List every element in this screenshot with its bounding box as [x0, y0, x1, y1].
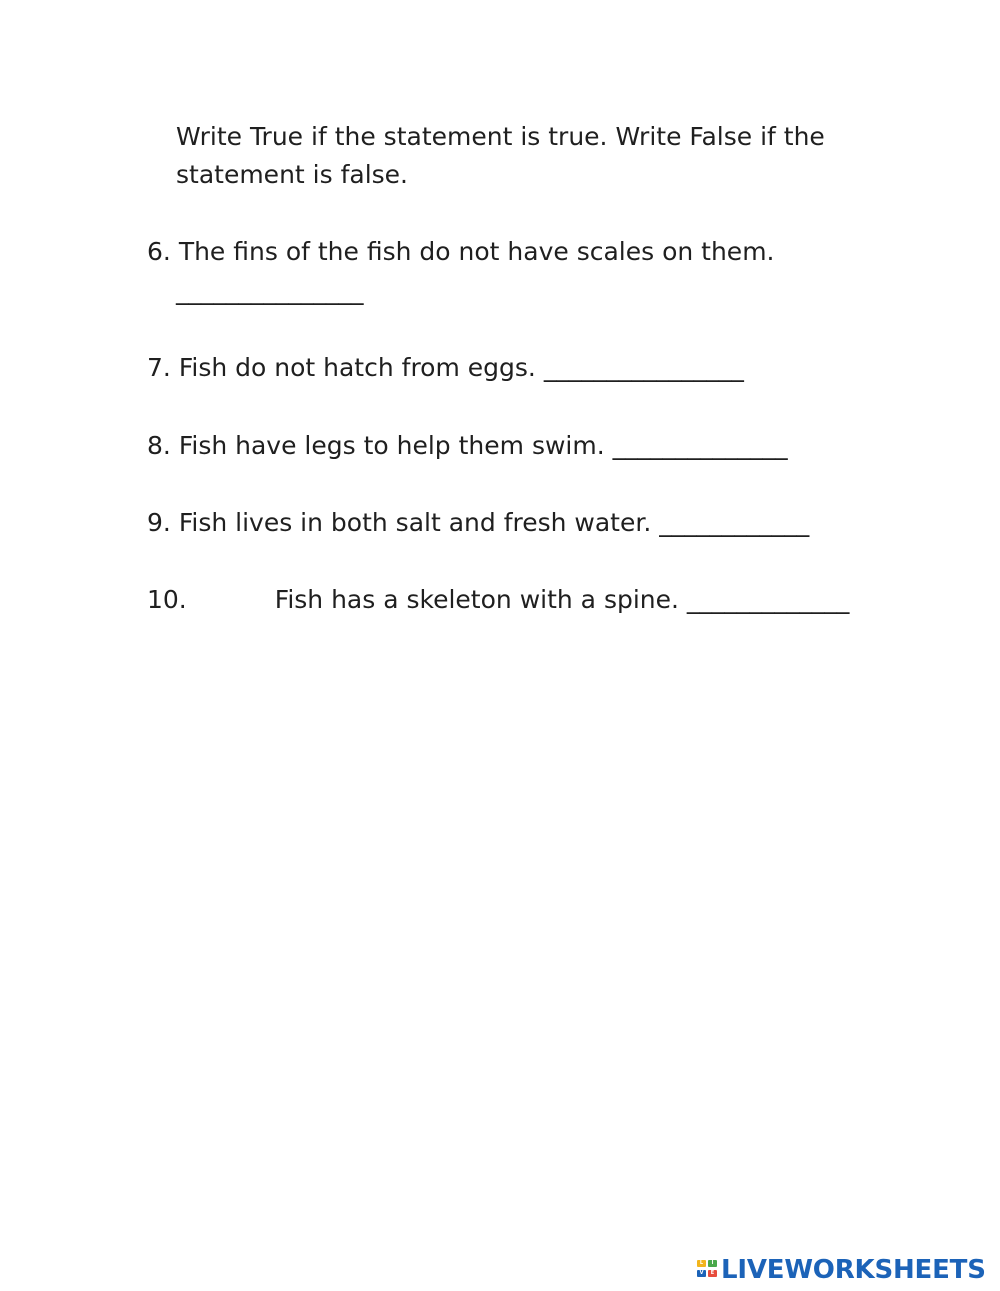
- answer-blank-7[interactable]: ________________: [543, 353, 744, 382]
- logo-text: LIVEWORKSHEETS: [721, 1255, 986, 1285]
- question-10: [147, 581, 849, 619]
- logo-mark-l: L: [697, 1260, 706, 1267]
- question-number: 7.: [147, 353, 171, 382]
- question-text: Fish have legs to help them swim.: [178, 431, 605, 460]
- question-text: Fish do not hatch from eggs.: [178, 353, 536, 382]
- question-9: [147, 504, 809, 542]
- question-number: 6.: [147, 237, 171, 266]
- liveworksheets-logo-icon: [697, 1258, 719, 1283]
- question-number: 9.: [147, 508, 171, 537]
- question-text: The fins of the fish do not have scales on them.: [178, 237, 775, 266]
- answer-blank-10[interactable]: _____________: [686, 585, 850, 614]
- logo-mark-e: E: [708, 1270, 717, 1277]
- question-6: [147, 233, 775, 271]
- answer-blank-9[interactable]: ____________: [659, 508, 810, 537]
- question-text: Fish has a skeleton with a spine.: [274, 585, 679, 614]
- instructions-text: Write True if the statement is true. Write False if the statement is false.: [176, 122, 825, 189]
- logo-mark-i: I: [708, 1260, 717, 1267]
- question-7: [147, 349, 744, 387]
- question-number: 8.: [147, 431, 171, 460]
- logo-mark-v: V: [697, 1270, 706, 1277]
- answer-blank-8[interactable]: ______________: [612, 431, 788, 460]
- question-8: [147, 427, 788, 465]
- question-number: 10.: [147, 585, 187, 614]
- question-text: Fish lives in both salt and fresh water.: [178, 508, 652, 537]
- answer-blank-6[interactable]: _______________: [176, 276, 364, 305]
- liveworksheets-logo: [697, 1256, 986, 1284]
